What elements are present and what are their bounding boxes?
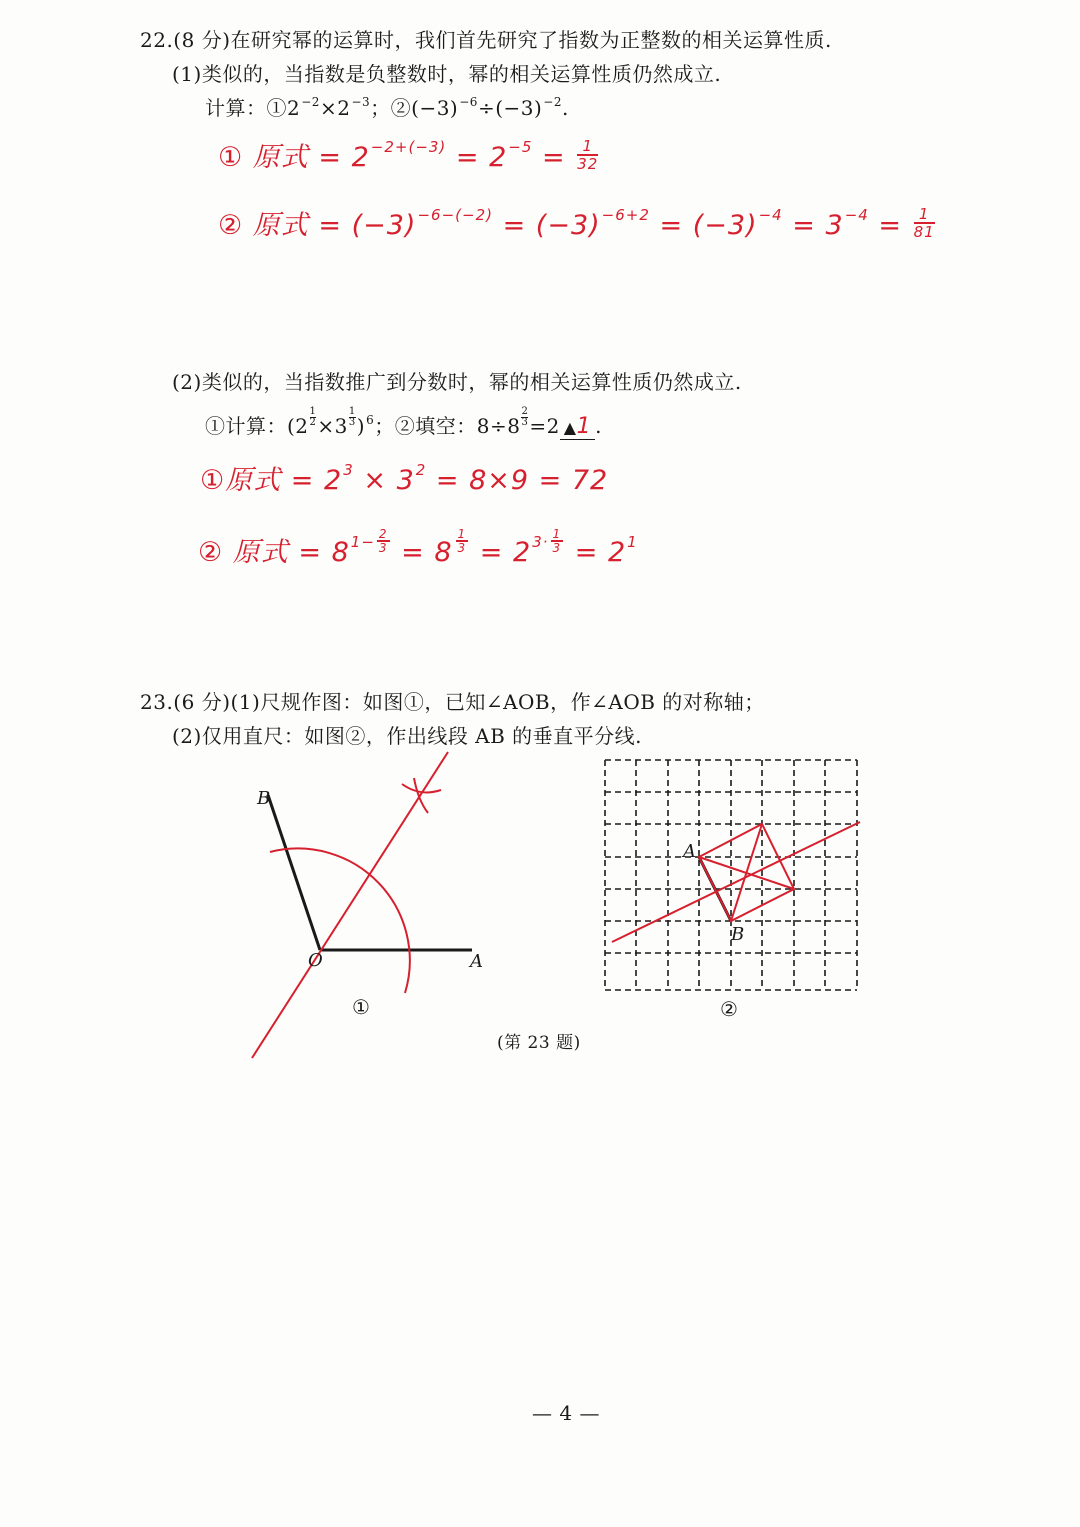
fig1-caption: ① <box>352 995 370 1019</box>
a2-exp3: −4 <box>758 206 783 224</box>
a1-label: ① 原式 = <box>218 142 342 173</box>
a2-eq1: = <box>502 210 527 241</box>
calc-label: 计算： <box>205 96 267 120</box>
b2-base2: 8 <box>434 537 453 568</box>
a2-eq4: = <box>878 210 903 241</box>
calc2-mark: ② <box>390 96 412 120</box>
a2-base4: 3 <box>825 210 844 241</box>
p2-c1-close: ) <box>356 414 366 438</box>
b2-base: 8 <box>331 537 350 568</box>
b2-exp3-den: 3 <box>552 540 562 555</box>
b2-exp3-num: 1 <box>552 526 562 541</box>
figure-caption: (第 23 题) <box>497 1033 581 1053</box>
q23-part2: (2)仅用直尺：如图②，作出线段 AB 的垂直平分线. <box>172 724 643 748</box>
a2-exp: −6−(−2) <box>417 206 493 224</box>
b1-op: × <box>363 465 387 496</box>
b2-eq3: = <box>574 537 599 568</box>
calc1-op: × <box>319 96 338 120</box>
fig1-label-A: A <box>470 951 483 972</box>
b2-exp2-num: 1 <box>457 526 467 541</box>
p2-c1-label: ①计算： <box>205 414 287 438</box>
b1-base: 2 <box>324 465 343 496</box>
a2-eq3: = <box>792 210 816 241</box>
b2-base4: 2 <box>607 537 627 568</box>
a2-base2: (−3) <box>535 210 601 241</box>
calc2-base1: (−3) <box>411 96 459 120</box>
page-number: — 4 — <box>532 1401 600 1425</box>
p2-c1-open: (2 <box>287 414 309 438</box>
b2-exp-frac-den: 3 <box>378 540 388 555</box>
calc2-base2: (−3) <box>495 96 543 120</box>
fig2-caption: ② <box>720 997 738 1021</box>
a2-eq2: = <box>659 210 684 241</box>
p2-c1-exp1-num: 1 <box>309 406 317 417</box>
b2-eq1: = <box>401 537 425 568</box>
dashed-grid <box>605 760 857 990</box>
p2-c2-exp-den: 3 <box>521 417 529 428</box>
calc1-mark: ① <box>266 96 287 120</box>
b2-exp-int: 1− <box>350 533 375 551</box>
a1-exp: −2+(−3) <box>370 138 447 156</box>
p2-end: . <box>595 414 602 438</box>
a1-base2: 2 <box>489 142 508 173</box>
p2-c2-eq: =2 <box>529 414 560 438</box>
p2-c2-exp-num: 2 <box>521 406 529 417</box>
q22-part1-intro: (1)类似的，当指数是负整数时，幂的相关运算性质仍然成立. <box>172 62 722 86</box>
a1-eq2: = <box>542 142 566 173</box>
a2-label: ② 原式 = <box>218 210 342 241</box>
p2-c1-op: ×3 <box>317 414 348 438</box>
calc-sep: ； <box>370 96 391 120</box>
b2-exp2-den: 3 <box>457 540 467 555</box>
blank-answer: 1 <box>576 414 592 439</box>
a1-eq1: = <box>455 142 480 173</box>
fig2-label-B: B <box>731 924 745 945</box>
b2-exp3-pre: 3· <box>532 533 549 551</box>
b1-rest: = 8×9 = 72 <box>435 465 609 496</box>
b2-exp-frac-num: 2 <box>378 526 388 541</box>
fig1-label-O: O <box>308 950 323 971</box>
q22-header: 22.(8 分)在研究幂的运算时，我们首先研究了指数为正整数的相关运算性质. <box>140 28 832 52</box>
calc1-exp1: −2 <box>301 95 320 109</box>
p2-c1-outer-exp: 6 <box>366 413 375 427</box>
p2-c2-label: ；②填空：8÷8 <box>374 414 521 438</box>
calc1-base2: 2 <box>337 96 351 120</box>
p2-c1-exp1-den: 2 <box>309 417 317 428</box>
a1-exp2: −5 <box>508 138 533 156</box>
calc1-base1: 2 <box>287 96 301 120</box>
b2-exp4: 1 <box>627 533 638 551</box>
fig2-label-A: A <box>683 841 696 862</box>
p2-c1-exp2-den: 3 <box>348 417 356 428</box>
a2-base3: (−3) <box>692 210 758 241</box>
q22-part2-intro: (2)类似的，当指数推广到分数时，幂的相关运算性质仍然成立. <box>172 370 742 394</box>
a2-frac-num: 1 <box>914 206 935 224</box>
b2-label: ② 原式 = <box>198 537 322 568</box>
calc1-exp2: −3 <box>351 95 371 109</box>
a2-exp4: −4 <box>844 206 869 224</box>
b2-eq2: = <box>479 537 504 568</box>
b1-label: ①原式 = <box>200 465 315 496</box>
a2-frac-den: 81 <box>913 222 935 241</box>
calc2-exp1: −6 <box>459 95 478 109</box>
a1-frac-num: 1 <box>577 138 598 156</box>
calc2-exp2: −2 <box>543 95 562 109</box>
calc-end: . <box>562 96 569 120</box>
a2-base: (−3) <box>351 210 417 241</box>
b1-exp: 3 <box>343 461 354 479</box>
fig1-label-B: B <box>257 788 271 809</box>
calc2-op: ÷ <box>477 96 496 120</box>
b1-base2: 3 <box>396 465 415 496</box>
b2-base3: 2 <box>513 537 532 568</box>
a2-exp2: −6+2 <box>601 206 650 224</box>
b1-exp2: 2 <box>415 461 427 479</box>
a1-base: 2 <box>351 142 370 173</box>
p2-c1-exp2-num: 1 <box>348 406 356 417</box>
q23-header: 23.(6 分)(1)尺规作图：如图①，已知∠AOB，作∠AOB 的对称轴； <box>140 690 765 714</box>
a1-frac-den: 32 <box>577 154 599 173</box>
blank-marker-icon: ▲ <box>563 418 577 437</box>
